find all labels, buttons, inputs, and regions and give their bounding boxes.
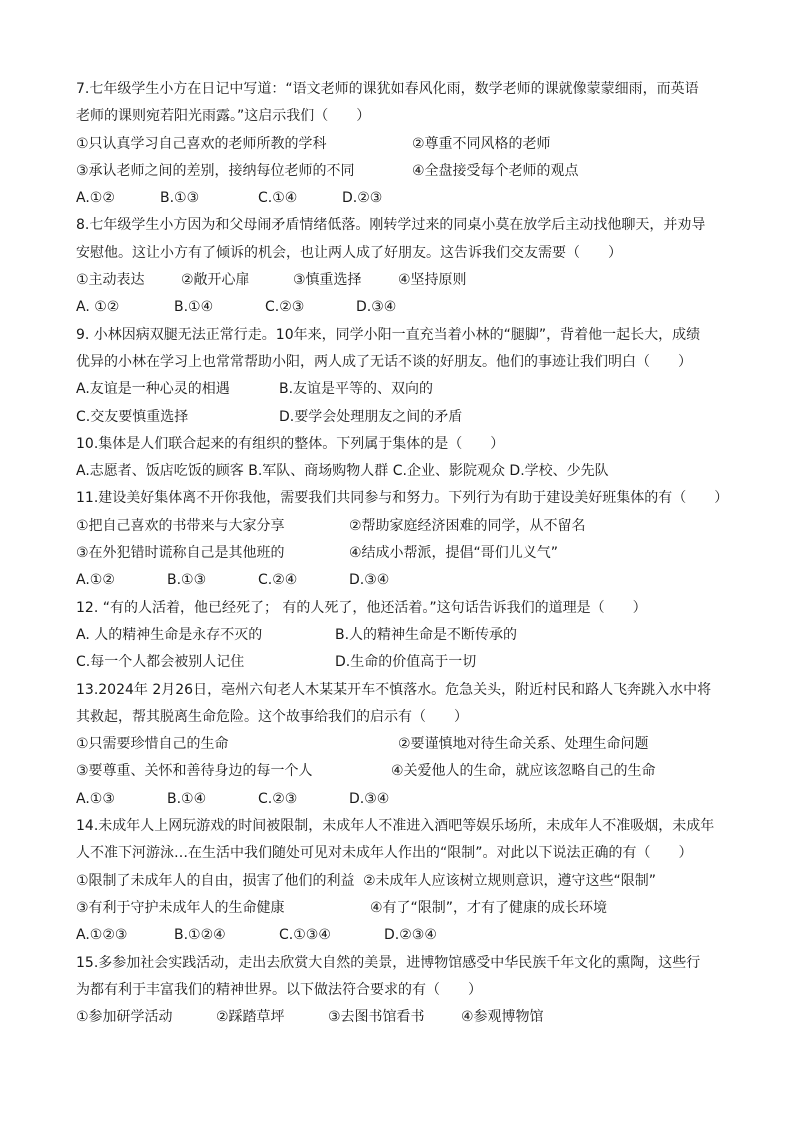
option-b: B.①④ (167, 790, 207, 807)
option-c: C.②③ (258, 790, 298, 807)
statement: ③去图书馆看书 (328, 1009, 425, 1026)
statement: ③慎重选择 (293, 272, 362, 289)
statement-row (76, 758, 736, 785)
question-15 (76, 950, 736, 1032)
option-a: A.①②③ (76, 927, 128, 944)
statement: ④全盘接受每个老师的观点 (412, 162, 579, 179)
statement-row (76, 513, 736, 540)
option-d: D.②③ (342, 190, 383, 207)
question-9 (76, 322, 736, 431)
option-d: D.生命的价值高于一切 (335, 654, 477, 671)
question-stem: 14.未成年人上网玩游戏的时间被限制，未成年人不准进入酒吧等娱乐场所，未成年人不准吸烟，未成年 (76, 818, 715, 835)
question-14 (76, 813, 736, 949)
option-c: C.①③④ (279, 927, 331, 944)
options-row (76, 786, 736, 813)
question-stem: 安慰他。这让小方有了倾诉的机会，也让两人成了好朋友。这告诉我们交友需要（ ） (76, 244, 622, 261)
option-b: B.①③ (167, 572, 207, 589)
statement-row (76, 131, 736, 158)
options-row (76, 185, 736, 212)
exam-page (76, 76, 736, 1031)
option-c: C.每一个人都会被别人记住 (76, 654, 245, 671)
statement: ④结成小帮派，提倡“哥们儿义气” (349, 545, 559, 562)
statement: ①只需要珍惜自己的生命 (76, 736, 229, 753)
statement: ④坚持原则 (398, 272, 467, 289)
option-d: D.要学会处理朋友之间的矛盾 (279, 408, 463, 425)
statement: ③有利于守护未成年人的生命健康 (76, 899, 285, 916)
option-b: B.①②④ (174, 927, 226, 944)
option-a: A. 人的精神生命是永存不灭的 (76, 626, 263, 643)
option-b: B.①④ (174, 299, 214, 316)
statement: ②未成年人应该树立规则意识，遵守这些“限制” (363, 872, 657, 889)
question-stem: 11.建设美好集体离不开你我他，需要我们共同参与和努力。下列行为有助于建设美好班集体的有（ ） (76, 490, 729, 507)
statement: ②尊重不同风格的老师 (412, 135, 551, 152)
options-row (76, 622, 736, 649)
statement: ②踩踏草坪 (216, 1009, 285, 1026)
option-d: D.③④ (349, 572, 390, 589)
option-d: D.③④ (349, 790, 390, 807)
option-c: C.①④ (258, 190, 298, 207)
question-12 (76, 595, 736, 677)
statement: ①参加研学活动 (76, 1009, 173, 1026)
question-10 (76, 431, 736, 486)
options-row (76, 294, 736, 321)
options-row: A.志愿者、饭店吃饭的顾客 B.军队、商场购物人群 C.企业、影院观众 D.学校、少先队 (76, 463, 609, 480)
statement: ③要尊重、关怀和善待身边的每一个人 (76, 763, 313, 780)
question-stem: 9. 小林因病双腿无法正常行走。10年来，同学小阳一直充当着小林的“腿脚”，背着他一起长大，成绩 (76, 326, 701, 343)
statement: ③在外犯错时谎称自己是其他班的 (76, 545, 285, 562)
options-row (76, 567, 736, 594)
option-d: D.③④ (356, 299, 397, 316)
statement-row (76, 868, 736, 895)
option-b: B.人的精神生命是不断传承的 (335, 626, 518, 643)
statement: ③承认老师之间的差别，接纳每位老师的不同 (76, 162, 355, 179)
statement: ②要谨慎地对待生命关系、处理生命问题 (398, 736, 649, 753)
statement: ①只认真学习自己喜欢的老师所教的学科 (76, 135, 327, 152)
question-stem: 13.2024年 2月26日，亳州六旬老人木某某开车不慎落水。危急关头，附近村民和路人飞奔跳入水中将 (76, 681, 712, 698)
statement-row (76, 1004, 736, 1031)
statement: ④关爱他人的生命，就应该忽略自己的生命 (391, 763, 656, 780)
statement: ①把自己喜欢的书带来与大家分享 (76, 517, 285, 534)
statement: ②敞开心扉 (181, 272, 250, 289)
statement-row (76, 158, 736, 185)
option-a: A. ①② (76, 299, 120, 316)
option-b: B.①③ (160, 190, 200, 207)
question-8 (76, 212, 736, 321)
option-a: A.友谊是一种心灵的相遇 (76, 381, 230, 398)
question-stem: 优异的小林在学习上也常常帮助小阳，两人成了无话不谈的好朋友。他们的事迹让我们明白（ ） (76, 353, 692, 370)
option-a: A.①② (76, 572, 115, 589)
question-stem: 12. “有的人活着，他已经死了； 有的人死了，他还活着。”这句话告诉我们的道理是（ ） (76, 599, 647, 616)
statement-row (76, 731, 736, 758)
question-stem: 其救起，帮其脱离生命危险。这个故事给我们的启示有（ ） (76, 708, 468, 725)
option-c: C.②③ (265, 299, 305, 316)
option-c: C.交友要慎重选择 (76, 408, 189, 425)
option-c: C.②④ (258, 572, 298, 589)
question-stem: 15.多参加社会实践活动，走出去欣赏大自然的美景，进博物馆感受中华民族千年文化的熏陶，这些行 (76, 954, 701, 971)
option-a: A.①③ (76, 790, 115, 807)
question-7 (76, 76, 736, 212)
option-a: A.①② (76, 190, 115, 207)
question-stem: 老师的课则宛若阳光雨露。”这启示我们（ ） (76, 108, 371, 125)
options-row (76, 376, 736, 403)
question-13 (76, 677, 736, 813)
question-stem: 人不准下河游泳…在生活中我们随处可见对未成年人作出的“限制”。对此以下说法正确的有（ ） (76, 845, 693, 862)
statement: ④参观博物馆 (461, 1009, 544, 1026)
statement: ①主动表达 (76, 272, 145, 289)
options-row (76, 922, 736, 949)
question-stem: 10.集体是人们联合起来的有组织的整体。下列属于集体的是（ ） (76, 435, 505, 452)
question-11 (76, 485, 736, 594)
statement: ②帮助家庭经济困难的同学，从不留名 (349, 517, 586, 534)
statement-row (76, 540, 736, 567)
option-b: B.友谊是平等的、双向的 (279, 381, 434, 398)
statement: ④有了“限制”，才有了健康的成长环境 (370, 899, 608, 916)
statement: ①限制了未成年人的自由，损害了他们的利益 (76, 872, 355, 889)
options-row (76, 404, 736, 431)
question-stem: 为都有利于丰富我们的精神世界。以下做法符合要求的有（ ） (76, 981, 482, 998)
option-d: D.②③④ (384, 927, 437, 944)
statement-row (76, 267, 736, 294)
options-row (76, 649, 736, 676)
statement-row (76, 895, 736, 922)
question-stem: 7.七年级学生小方在日记中写道：“语文老师的课犹如春风化雨，数学老师的课就像蒙蒙细雨，而英语 (76, 81, 699, 97)
question-stem: 8.七年级学生小方因为和父母闹矛盾情绪低落。刚转学过来的同桌小莫在放学后主动找他聊天，并劝导 (76, 217, 706, 234)
